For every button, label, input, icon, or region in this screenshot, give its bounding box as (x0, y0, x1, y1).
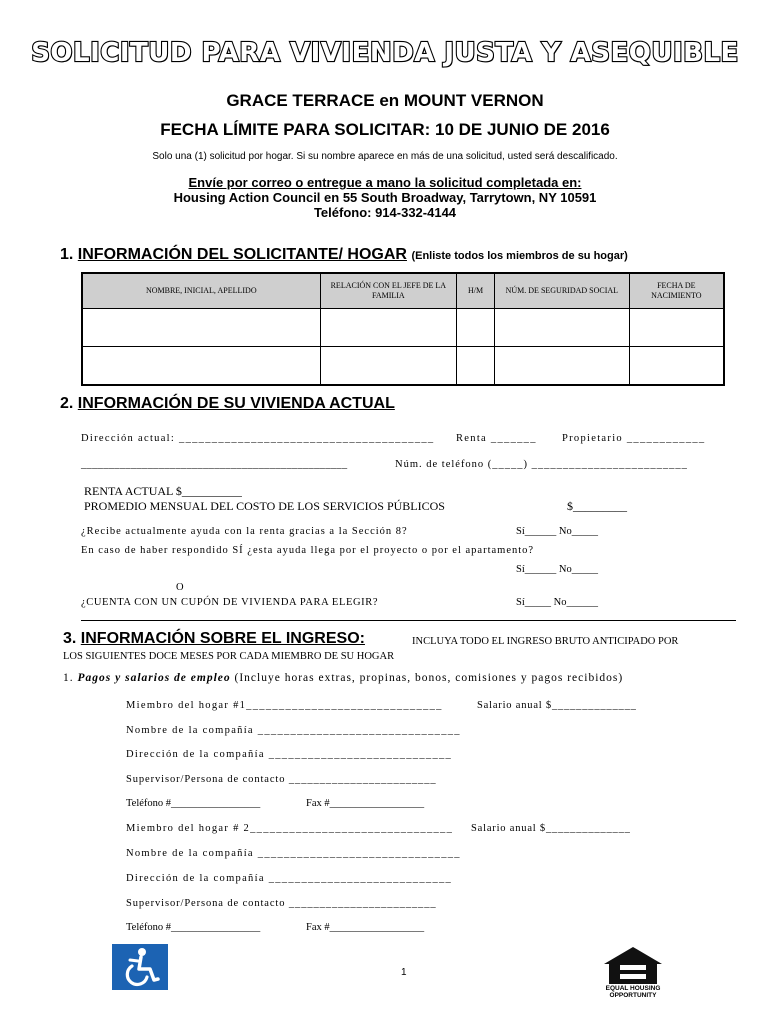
section-3-title: INFORMACIÓN SOBRE EL INGRESO: (80, 630, 365, 647)
table-row (82, 309, 724, 347)
household-table (81, 272, 725, 386)
section-2-heading (60, 395, 395, 413)
member-1-company-address-field[interactable]: Dirección de la compañía ____________________________ (126, 749, 453, 760)
address-line-2-field[interactable]: ________________________________________________ (81, 459, 348, 470)
household-table-header (82, 273, 724, 309)
employment-heading (63, 672, 623, 684)
col-gender: H/M (457, 273, 495, 309)
col-ssn: NÚM. DE SEGURIDAD SOCIAL (495, 273, 630, 309)
member-2-company-field[interactable]: Nombre de la compañía _______________________________ (126, 848, 461, 859)
birthdate-cell[interactable] (629, 309, 724, 347)
income-instructions-line2: LOS SIGUIENTES DOCE MESES POR CADA MIEMBRO DE SU HOGAR (63, 651, 395, 662)
relationship-cell[interactable] (320, 309, 457, 347)
member-2-supervisor-field[interactable]: Supervisor/Persona de contacto ________________________ (126, 898, 437, 909)
name-cell[interactable] (82, 309, 320, 347)
eho-line-2: OPPORTUNITY (609, 992, 657, 999)
member-2-salary-field[interactable]: Salario anual $______________ (471, 823, 631, 834)
member-1-field[interactable]: Miembro del hogar #1______________________________ (126, 700, 443, 711)
col-name: NOMBRE, INICIAL, APELLIDO (82, 273, 320, 309)
section8-yes-no[interactable]: Sí______ No_____ (516, 526, 598, 537)
section-1-number: 1. (60, 246, 74, 263)
table-row (82, 347, 724, 386)
phone-number-field[interactable]: Núm. de teléfono (_____) _________________________ (395, 459, 688, 470)
ssn-cell[interactable] (495, 309, 630, 347)
birthdate-cell[interactable] (629, 347, 724, 386)
assistance-yes-no[interactable]: Sí______ No_____ (516, 564, 598, 575)
current-address-field[interactable]: Dirección actual: _______________________________________ (81, 433, 435, 444)
col-birthdate: FECHA DE NACIMIENTO (629, 273, 724, 309)
equal-housing-icon (598, 944, 668, 1000)
utilities-cost-field[interactable]: $_________ (567, 499, 627, 513)
section-3-number: 3. (63, 630, 77, 647)
voucher-question: ¿CUENTA CON UN CUPÓN DE VIVIENDA PARA ELEGIR? (81, 597, 379, 608)
employment-detail: (Incluye horas extras, propinas, bonos, comisiones y pagos recibidos) (234, 672, 624, 684)
one-application-note: Solo una (1) solicitud por hogar. Si su nombre aparece en más de una solicitud, usted será descalificado. (152, 151, 618, 162)
property-title: GRACE TERRACE en MOUNT VERNON (226, 91, 544, 110)
relationship-cell[interactable] (320, 347, 457, 386)
utilities-cost-label: PROMEDIO MENSUAL DEL COSTO DE LOS SERVICIOS PÚBLICOS (84, 499, 445, 513)
section-2-number: 2. (60, 395, 74, 412)
ssn-cell[interactable] (495, 347, 630, 386)
member-2-fax-field[interactable]: Fax #__________________ (306, 922, 425, 933)
section8-question: ¿Recibe actualmente ayuda con la renta gracias a la Sección 8? (81, 526, 408, 537)
current-rent-field[interactable]: RENTA ACTUAL $__________ (84, 484, 242, 498)
page-number: 1 (401, 967, 407, 978)
member-1-fax-field[interactable]: Fax #__________________ (306, 798, 425, 809)
form-banner-title: SOLICITUD PARA VIVIENDA JUSTA Y ASEQUIBLE (31, 38, 739, 68)
owner-field[interactable]: Propietario ____________ (562, 433, 706, 444)
section-2-title: INFORMACIÓN DE SU VIVIENDA ACTUAL (77, 395, 395, 412)
gender-cell[interactable] (457, 347, 495, 386)
member-1-phone-field[interactable]: Teléfono #_________________ (126, 798, 261, 809)
col-relationship: RELACIÓN CON EL JEFE DE LA FAMILIA (320, 273, 457, 309)
mail-phone: Teléfono: 914-332-4144 (313, 205, 457, 220)
member-2-phone-field[interactable]: Teléfono #_________________ (126, 922, 261, 933)
member-1-supervisor-field[interactable]: Supervisor/Persona de contacto ________________________ (126, 774, 437, 785)
member-1-company-field[interactable]: Nombre de la compañía _______________________________ (126, 725, 461, 736)
employment-title: Pagos y salarios de empleo (77, 672, 231, 684)
voucher-yes-no[interactable]: Sí_____ No______ (516, 597, 598, 608)
or-label: O (176, 582, 184, 593)
employment-number: 1. (63, 672, 74, 684)
member-2-company-address-field[interactable]: Dirección de la compañía ____________________________ (126, 873, 453, 884)
eho-line-1: EQUAL HOUSING (605, 985, 661, 992)
section-divider (81, 620, 736, 621)
member-2-field[interactable]: Miembro del hogar # 2_______________________________ (126, 823, 454, 834)
mail-heading: Envíe por correo o entregue a mano la solicitud completada en: (188, 175, 582, 190)
section-3-heading (63, 630, 365, 648)
member-1-salary-field[interactable]: Salario anual $______________ (477, 700, 637, 711)
gender-cell[interactable] (457, 309, 495, 347)
income-instructions-line1: INCLUYA TODO EL INGRESO BRUTO ANTICIPADO POR (412, 636, 679, 647)
section-1-heading (60, 246, 628, 264)
wheelchair-icon (112, 944, 168, 990)
deadline-heading: FECHA LÍMITE PARA SOLICITAR: 10 DE JUNIO DE 2016 (160, 120, 610, 139)
rent-field[interactable]: Renta _______ (456, 433, 537, 444)
assistance-type-question: En caso de haber respondido SÍ ¿esta ayuda llega por el proyecto o por el apartamento? (81, 545, 535, 556)
name-cell[interactable] (82, 347, 320, 386)
section-1-title: INFORMACIÓN DEL SOLICITANTE/ HOGAR (77, 246, 407, 263)
section-1-subtitle: (Enliste todos los miembros de su hogar) (411, 250, 628, 262)
mail-address: Housing Action Council en 55 South Broadway, Tarrytown, NY 10591 (173, 190, 597, 205)
